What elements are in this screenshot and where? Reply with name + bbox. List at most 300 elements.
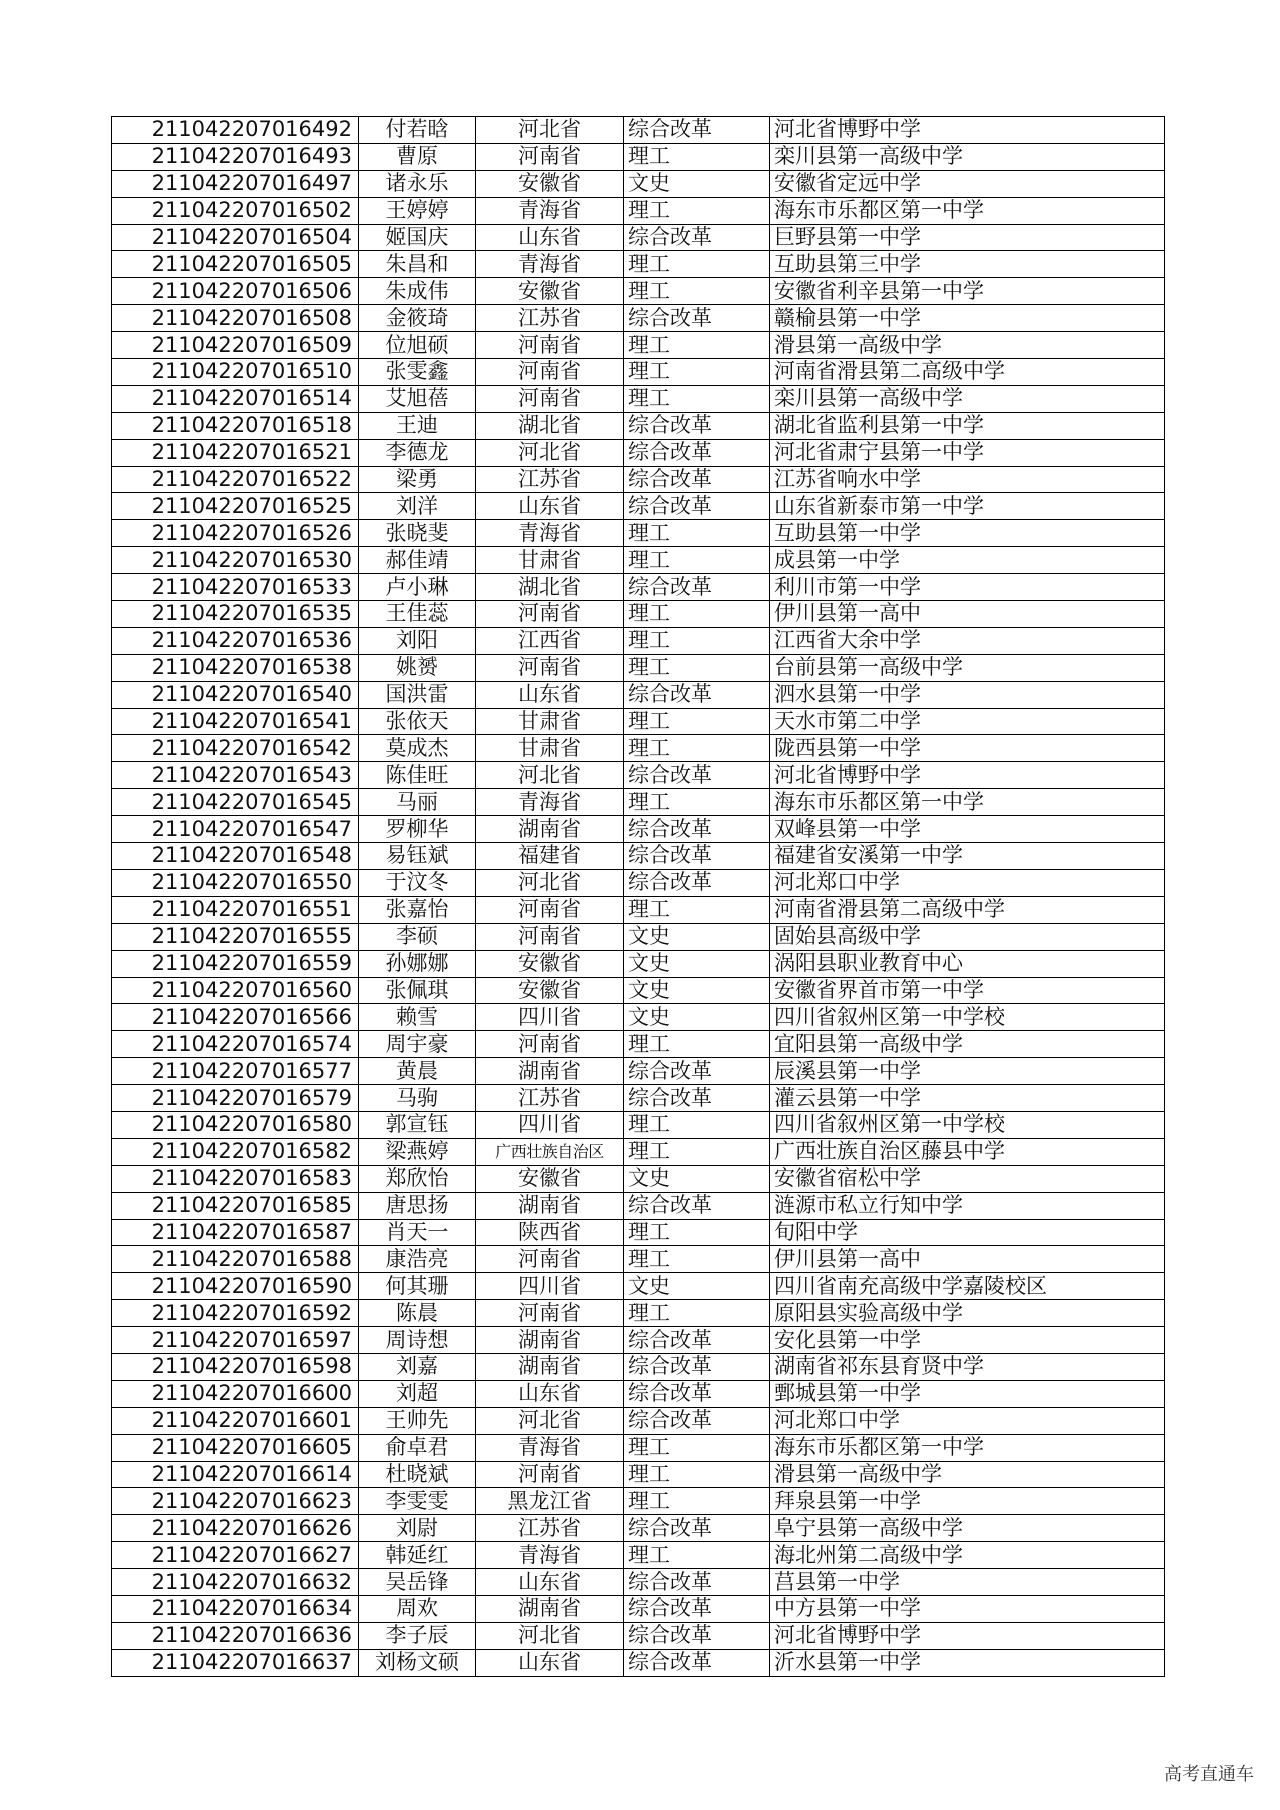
candidate-id-cell: 211042207016580 xyxy=(112,1111,359,1138)
school-name-cell: 安徽省利辛县第一中学 xyxy=(770,278,1165,305)
student-name-cell: 周欢 xyxy=(359,1595,476,1622)
table-row xyxy=(112,170,1165,197)
table-row xyxy=(112,278,1165,305)
student-name-cell: 赖雪 xyxy=(359,1004,476,1031)
province-cell: 江苏省 xyxy=(476,1515,624,1542)
province-cell: 湖南省 xyxy=(476,816,624,843)
subject-type-cell: 综合改革 xyxy=(624,1407,770,1434)
student-name-cell: 卢小琳 xyxy=(359,574,476,601)
subject-type-cell: 综合改革 xyxy=(624,816,770,843)
student-name-cell: 于汶冬 xyxy=(359,869,476,896)
table-row xyxy=(112,1407,1165,1434)
candidate-id-cell: 211042207016548 xyxy=(112,843,359,870)
candidate-id-cell: 211042207016492 xyxy=(112,117,359,144)
student-name-cell: 朱昌和 xyxy=(359,251,476,278)
student-name-cell: 梁勇 xyxy=(359,466,476,493)
candidate-id-cell: 211042207016597 xyxy=(112,1327,359,1354)
candidate-id-cell: 211042207016514 xyxy=(112,385,359,412)
candidate-id-cell: 211042207016582 xyxy=(112,1138,359,1165)
student-name-cell: 付若晗 xyxy=(359,117,476,144)
school-name-cell: 鄄城县第一中学 xyxy=(770,1380,1165,1407)
subject-type-cell: 综合改革 xyxy=(624,466,770,493)
candidate-id-cell: 211042207016583 xyxy=(112,1165,359,1192)
school-name-cell: 河北省博野中学 xyxy=(770,1622,1165,1649)
student-name-cell: 张雯鑫 xyxy=(359,359,476,386)
subject-type-cell: 文史 xyxy=(624,1004,770,1031)
table-row xyxy=(112,869,1165,896)
candidate-id-cell: 211042207016551 xyxy=(112,896,359,923)
subject-type-cell: 理工 xyxy=(624,601,770,628)
province-cell: 江苏省 xyxy=(476,305,624,332)
school-name-cell: 河北郑口中学 xyxy=(770,1407,1165,1434)
candidate-id-cell: 211042207016605 xyxy=(112,1434,359,1461)
subject-type-cell: 理工 xyxy=(624,520,770,547)
school-name-cell: 灌云县第一中学 xyxy=(770,1085,1165,1112)
school-name-cell: 辰溪县第一中学 xyxy=(770,1058,1165,1085)
student-name-cell: 周宇豪 xyxy=(359,1031,476,1058)
school-name-cell: 滑县第一高级中学 xyxy=(770,332,1165,359)
table-row xyxy=(112,735,1165,762)
school-name-cell: 栾川县第一高级中学 xyxy=(770,385,1165,412)
province-cell: 河南省 xyxy=(476,1461,624,1488)
table-row xyxy=(112,1246,1165,1273)
school-name-cell: 成县第一中学 xyxy=(770,547,1165,574)
subject-type-cell: 综合改革 xyxy=(624,843,770,870)
candidate-id-cell: 211042207016577 xyxy=(112,1058,359,1085)
school-name-cell: 天水市第二中学 xyxy=(770,708,1165,735)
school-name-cell: 江西省大余中学 xyxy=(770,627,1165,654)
province-cell: 湖南省 xyxy=(476,1192,624,1219)
student-name-cell: 姬国庆 xyxy=(359,224,476,251)
candidate-id-cell: 211042207016592 xyxy=(112,1300,359,1327)
school-name-cell: 互助县第一中学 xyxy=(770,520,1165,547)
school-name-cell: 伊川县第一高中 xyxy=(770,601,1165,628)
student-name-cell: 韩延红 xyxy=(359,1542,476,1569)
subject-type-cell: 综合改革 xyxy=(624,1192,770,1219)
student-name-cell: 王佳蕊 xyxy=(359,601,476,628)
school-name-cell: 泗水县第一中学 xyxy=(770,681,1165,708)
student-name-cell: 孙娜娜 xyxy=(359,950,476,977)
school-name-cell: 四川省南充高级中学嘉陵校区 xyxy=(770,1273,1165,1300)
student-name-cell: 刘超 xyxy=(359,1380,476,1407)
table-row xyxy=(112,1192,1165,1219)
school-name-cell: 涡阳县职业教育中心 xyxy=(770,950,1165,977)
candidate-id-cell: 211042207016505 xyxy=(112,251,359,278)
table-row xyxy=(112,1569,1165,1596)
subject-type-cell: 文史 xyxy=(624,950,770,977)
province-cell: 湖南省 xyxy=(476,1353,624,1380)
candidate-id-cell: 211042207016541 xyxy=(112,708,359,735)
table-row xyxy=(112,332,1165,359)
student-name-cell: 刘杨文硕 xyxy=(359,1649,476,1676)
subject-type-cell: 文史 xyxy=(624,170,770,197)
province-cell: 江苏省 xyxy=(476,466,624,493)
candidate-id-cell: 211042207016540 xyxy=(112,681,359,708)
student-name-cell: 王婷婷 xyxy=(359,197,476,224)
province-cell: 河北省 xyxy=(476,1407,624,1434)
table-row xyxy=(112,654,1165,681)
admission-list-body xyxy=(112,117,1165,1677)
subject-type-cell: 理工 xyxy=(624,1461,770,1488)
school-name-cell: 涟源市私立行知中学 xyxy=(770,1192,1165,1219)
school-name-cell: 安化县第一中学 xyxy=(770,1327,1165,1354)
candidate-id-cell: 211042207016587 xyxy=(112,1219,359,1246)
province-cell: 广西壮族自治区 xyxy=(476,1138,624,1165)
province-cell: 黑龙江省 xyxy=(476,1488,624,1515)
student-name-cell: 肖天一 xyxy=(359,1219,476,1246)
candidate-id-cell: 211042207016510 xyxy=(112,359,359,386)
student-name-cell: 周诗想 xyxy=(359,1327,476,1354)
school-name-cell: 莒县第一中学 xyxy=(770,1569,1165,1596)
candidate-id-cell: 211042207016538 xyxy=(112,654,359,681)
student-name-cell: 诸永乐 xyxy=(359,170,476,197)
candidate-id-cell: 211042207016504 xyxy=(112,224,359,251)
candidate-id-cell: 211042207016614 xyxy=(112,1461,359,1488)
subject-type-cell: 综合改革 xyxy=(624,1380,770,1407)
school-name-cell: 旬阳中学 xyxy=(770,1219,1165,1246)
subject-type-cell: 综合改革 xyxy=(624,574,770,601)
student-name-cell: 朱成伟 xyxy=(359,278,476,305)
subject-type-cell: 理工 xyxy=(624,708,770,735)
province-cell: 河南省 xyxy=(476,359,624,386)
school-name-cell: 互助县第三中学 xyxy=(770,251,1165,278)
school-name-cell: 阜宁县第一高级中学 xyxy=(770,1515,1165,1542)
table-row xyxy=(112,466,1165,493)
table-row xyxy=(112,547,1165,574)
subject-type-cell: 综合改革 xyxy=(624,117,770,144)
school-name-cell: 安徽省宿松中学 xyxy=(770,1165,1165,1192)
province-cell: 湖北省 xyxy=(476,412,624,439)
province-cell: 陕西省 xyxy=(476,1219,624,1246)
province-cell: 江苏省 xyxy=(476,1085,624,1112)
table-row xyxy=(112,708,1165,735)
table-row xyxy=(112,1273,1165,1300)
province-cell: 河北省 xyxy=(476,439,624,466)
subject-type-cell: 理工 xyxy=(624,896,770,923)
subject-type-cell: 理工 xyxy=(624,1542,770,1569)
subject-type-cell: 理工 xyxy=(624,143,770,170)
subject-type-cell: 理工 xyxy=(624,654,770,681)
candidate-id-cell: 211042207016566 xyxy=(112,1004,359,1031)
subject-type-cell: 综合改革 xyxy=(624,1515,770,1542)
subject-type-cell: 综合改革 xyxy=(624,1327,770,1354)
school-name-cell: 湖北省监利县第一中学 xyxy=(770,412,1165,439)
province-cell: 河北省 xyxy=(476,1622,624,1649)
province-cell: 青海省 xyxy=(476,251,624,278)
school-name-cell: 四川省叙州区第一中学校 xyxy=(770,1111,1165,1138)
province-cell: 山东省 xyxy=(476,681,624,708)
table-row xyxy=(112,305,1165,332)
student-name-cell: 杜晓斌 xyxy=(359,1461,476,1488)
candidate-id-cell: 211042207016588 xyxy=(112,1246,359,1273)
subject-type-cell: 理工 xyxy=(624,1488,770,1515)
candidate-id-cell: 211042207016634 xyxy=(112,1595,359,1622)
table-row xyxy=(112,1004,1165,1031)
school-name-cell: 伊川县第一高中 xyxy=(770,1246,1165,1273)
school-name-cell: 河北省博野中学 xyxy=(770,117,1165,144)
school-name-cell: 巨野县第一中学 xyxy=(770,224,1165,251)
table-row xyxy=(112,224,1165,251)
school-name-cell: 河北省博野中学 xyxy=(770,762,1165,789)
subject-type-cell: 综合改革 xyxy=(624,224,770,251)
school-name-cell: 海东市乐都区第一中学 xyxy=(770,789,1165,816)
candidate-id-cell: 211042207016601 xyxy=(112,1407,359,1434)
subject-type-cell: 理工 xyxy=(624,332,770,359)
student-name-cell: 马驹 xyxy=(359,1085,476,1112)
school-name-cell: 原阳县实验高级中学 xyxy=(770,1300,1165,1327)
subject-type-cell: 理工 xyxy=(624,251,770,278)
table-row xyxy=(112,251,1165,278)
province-cell: 福建省 xyxy=(476,843,624,870)
student-name-cell: 李德龙 xyxy=(359,439,476,466)
province-cell: 河南省 xyxy=(476,1246,624,1273)
subject-type-cell: 综合改革 xyxy=(624,1569,770,1596)
student-name-cell: 张晓斐 xyxy=(359,520,476,547)
student-name-cell: 梁燕婷 xyxy=(359,1138,476,1165)
table-row xyxy=(112,1138,1165,1165)
table-row xyxy=(112,493,1165,520)
table-row xyxy=(112,385,1165,412)
school-name-cell: 利川市第一中学 xyxy=(770,574,1165,601)
table-row xyxy=(112,412,1165,439)
table-row xyxy=(112,762,1165,789)
subject-type-cell: 理工 xyxy=(624,278,770,305)
subject-type-cell: 综合改革 xyxy=(624,305,770,332)
candidate-id-cell: 211042207016533 xyxy=(112,574,359,601)
table-row xyxy=(112,977,1165,1004)
table-row xyxy=(112,1649,1165,1676)
province-cell: 湖南省 xyxy=(476,1327,624,1354)
school-name-cell: 海东市乐都区第一中学 xyxy=(770,197,1165,224)
table-row xyxy=(112,1434,1165,1461)
table-row xyxy=(112,843,1165,870)
candidate-id-cell: 211042207016522 xyxy=(112,466,359,493)
province-cell: 安徽省 xyxy=(476,977,624,1004)
province-cell: 安徽省 xyxy=(476,1165,624,1192)
candidate-id-cell: 211042207016530 xyxy=(112,547,359,574)
table-row xyxy=(112,1058,1165,1085)
province-cell: 河北省 xyxy=(476,117,624,144)
candidate-id-cell: 211042207016579 xyxy=(112,1085,359,1112)
school-name-cell: 栾川县第一高级中学 xyxy=(770,143,1165,170)
province-cell: 河南省 xyxy=(476,601,624,628)
subject-type-cell: 综合改革 xyxy=(624,1622,770,1649)
school-name-cell: 沂水县第一中学 xyxy=(770,1649,1165,1676)
student-name-cell: 马丽 xyxy=(359,789,476,816)
table-row xyxy=(112,1085,1165,1112)
subject-type-cell: 理工 xyxy=(624,1111,770,1138)
province-cell: 四川省 xyxy=(476,1111,624,1138)
school-name-cell: 河南省滑县第二高级中学 xyxy=(770,359,1165,386)
subject-type-cell: 综合改革 xyxy=(624,869,770,896)
table-row xyxy=(112,681,1165,708)
province-cell: 河南省 xyxy=(476,385,624,412)
student-name-cell: 俞卓君 xyxy=(359,1434,476,1461)
student-name-cell: 何其珊 xyxy=(359,1273,476,1300)
table-row xyxy=(112,1111,1165,1138)
province-cell: 安徽省 xyxy=(476,950,624,977)
table-row xyxy=(112,923,1165,950)
candidate-id-cell: 211042207016508 xyxy=(112,305,359,332)
candidate-id-cell: 211042207016560 xyxy=(112,977,359,1004)
candidate-id-cell: 211042207016493 xyxy=(112,143,359,170)
province-cell: 湖南省 xyxy=(476,1595,624,1622)
table-row xyxy=(112,601,1165,628)
student-name-cell: 李硕 xyxy=(359,923,476,950)
province-cell: 河南省 xyxy=(476,654,624,681)
province-cell: 河北省 xyxy=(476,762,624,789)
province-cell: 四川省 xyxy=(476,1004,624,1031)
province-cell: 山东省 xyxy=(476,1380,624,1407)
school-name-cell: 四川省叙州区第一中学校 xyxy=(770,1004,1165,1031)
school-name-cell: 双峰县第一中学 xyxy=(770,816,1165,843)
table-row xyxy=(112,520,1165,547)
student-name-cell: 王迪 xyxy=(359,412,476,439)
school-name-cell: 赣榆县第一中学 xyxy=(770,305,1165,332)
province-cell: 江西省 xyxy=(476,627,624,654)
table-row xyxy=(112,950,1165,977)
table-row xyxy=(112,1165,1165,1192)
candidate-id-cell: 211042207016559 xyxy=(112,950,359,977)
province-cell: 青海省 xyxy=(476,520,624,547)
student-name-cell: 唐思扬 xyxy=(359,1192,476,1219)
student-name-cell: 王帅先 xyxy=(359,1407,476,1434)
school-name-cell: 河南省滑县第二高级中学 xyxy=(770,896,1165,923)
student-name-cell: 吴岳锋 xyxy=(359,1569,476,1596)
school-name-cell: 江苏省响水中学 xyxy=(770,466,1165,493)
student-name-cell: 郑欣怡 xyxy=(359,1165,476,1192)
student-name-cell: 郭宣钰 xyxy=(359,1111,476,1138)
table-row xyxy=(112,574,1165,601)
subject-type-cell: 文史 xyxy=(624,1273,770,1300)
subject-type-cell: 综合改革 xyxy=(624,1058,770,1085)
candidate-id-cell: 211042207016626 xyxy=(112,1515,359,1542)
candidate-id-cell: 211042207016636 xyxy=(112,1622,359,1649)
student-name-cell: 曹原 xyxy=(359,143,476,170)
student-name-cell: 李雯雯 xyxy=(359,1488,476,1515)
school-name-cell: 河北省肃宁县第一中学 xyxy=(770,439,1165,466)
school-name-cell: 拜泉县第一中学 xyxy=(770,1488,1165,1515)
subject-type-cell: 理工 xyxy=(624,789,770,816)
subject-type-cell: 综合改革 xyxy=(624,1085,770,1112)
province-cell: 四川省 xyxy=(476,1273,624,1300)
subject-type-cell: 理工 xyxy=(624,1434,770,1461)
table-row xyxy=(112,1595,1165,1622)
subject-type-cell: 综合改革 xyxy=(624,412,770,439)
province-cell: 安徽省 xyxy=(476,170,624,197)
student-name-cell: 张嘉怡 xyxy=(359,896,476,923)
school-name-cell: 陇西县第一中学 xyxy=(770,735,1165,762)
table-row xyxy=(112,117,1165,144)
candidate-id-cell: 211042207016535 xyxy=(112,601,359,628)
candidate-id-cell: 211042207016627 xyxy=(112,1542,359,1569)
admission-list-table xyxy=(111,116,1165,1677)
student-name-cell: 刘洋 xyxy=(359,493,476,520)
subject-type-cell: 理工 xyxy=(624,1138,770,1165)
province-cell: 青海省 xyxy=(476,1542,624,1569)
province-cell: 河南省 xyxy=(476,896,624,923)
table-row xyxy=(112,1327,1165,1354)
table-row xyxy=(112,1542,1165,1569)
province-cell: 甘肃省 xyxy=(476,735,624,762)
subject-type-cell: 文史 xyxy=(624,923,770,950)
candidate-id-cell: 211042207016550 xyxy=(112,869,359,896)
candidate-id-cell: 211042207016506 xyxy=(112,278,359,305)
candidate-id-cell: 211042207016574 xyxy=(112,1031,359,1058)
candidate-id-cell: 211042207016497 xyxy=(112,170,359,197)
school-name-cell: 福建省安溪第一中学 xyxy=(770,843,1165,870)
table-row xyxy=(112,439,1165,466)
candidate-id-cell: 211042207016542 xyxy=(112,735,359,762)
student-name-cell: 张依天 xyxy=(359,708,476,735)
table-row xyxy=(112,627,1165,654)
subject-type-cell: 综合改革 xyxy=(624,762,770,789)
province-cell: 河北省 xyxy=(476,869,624,896)
student-name-cell: 金筱琦 xyxy=(359,305,476,332)
province-cell: 青海省 xyxy=(476,789,624,816)
subject-type-cell: 文史 xyxy=(624,1165,770,1192)
table-row xyxy=(112,359,1165,386)
table-row xyxy=(112,1380,1165,1407)
student-name-cell: 陈晨 xyxy=(359,1300,476,1327)
student-name-cell: 艾旭蓓 xyxy=(359,385,476,412)
province-cell: 青海省 xyxy=(476,197,624,224)
province-cell: 河南省 xyxy=(476,1300,624,1327)
candidate-id-cell: 211042207016585 xyxy=(112,1192,359,1219)
candidate-id-cell: 211042207016547 xyxy=(112,816,359,843)
province-cell: 湖南省 xyxy=(476,1058,624,1085)
school-name-cell: 中方县第一中学 xyxy=(770,1595,1165,1622)
candidate-id-cell: 211042207016590 xyxy=(112,1273,359,1300)
table-row xyxy=(112,1031,1165,1058)
candidate-id-cell: 211042207016598 xyxy=(112,1353,359,1380)
subject-type-cell: 综合改革 xyxy=(624,681,770,708)
province-cell: 甘肃省 xyxy=(476,708,624,735)
school-name-cell: 广西壮族自治区藤县中学 xyxy=(770,1138,1165,1165)
subject-type-cell: 理工 xyxy=(624,735,770,762)
subject-type-cell: 文史 xyxy=(624,977,770,1004)
school-name-cell: 固始县高级中学 xyxy=(770,923,1165,950)
candidate-id-cell: 211042207016518 xyxy=(112,412,359,439)
province-cell: 山东省 xyxy=(476,493,624,520)
province-cell: 安徽省 xyxy=(476,278,624,305)
province-cell: 河南省 xyxy=(476,923,624,950)
table-row xyxy=(112,816,1165,843)
student-name-cell: 罗柳华 xyxy=(359,816,476,843)
province-cell: 河南省 xyxy=(476,1031,624,1058)
student-name-cell: 易钰斌 xyxy=(359,843,476,870)
student-name-cell: 莫成杰 xyxy=(359,735,476,762)
province-cell: 甘肃省 xyxy=(476,547,624,574)
subject-type-cell: 理工 xyxy=(624,1219,770,1246)
student-name-cell: 姚赟 xyxy=(359,654,476,681)
student-name-cell: 黄晨 xyxy=(359,1058,476,1085)
candidate-id-cell: 211042207016525 xyxy=(112,493,359,520)
subject-type-cell: 理工 xyxy=(624,627,770,654)
school-name-cell: 安徽省定远中学 xyxy=(770,170,1165,197)
table-row xyxy=(112,1488,1165,1515)
province-cell: 湖北省 xyxy=(476,574,624,601)
subject-type-cell: 综合改革 xyxy=(624,439,770,466)
school-name-cell: 湖南省祁东县育贤中学 xyxy=(770,1353,1165,1380)
candidate-id-cell: 211042207016526 xyxy=(112,520,359,547)
subject-type-cell: 综合改革 xyxy=(624,1649,770,1676)
school-name-cell: 安徽省界首市第一中学 xyxy=(770,977,1165,1004)
student-name-cell: 郝佳靖 xyxy=(359,547,476,574)
school-name-cell: 宜阳县第一高级中学 xyxy=(770,1031,1165,1058)
watermark-text: 高考直通车 xyxy=(1164,1764,1254,1785)
candidate-id-cell: 211042207016536 xyxy=(112,627,359,654)
